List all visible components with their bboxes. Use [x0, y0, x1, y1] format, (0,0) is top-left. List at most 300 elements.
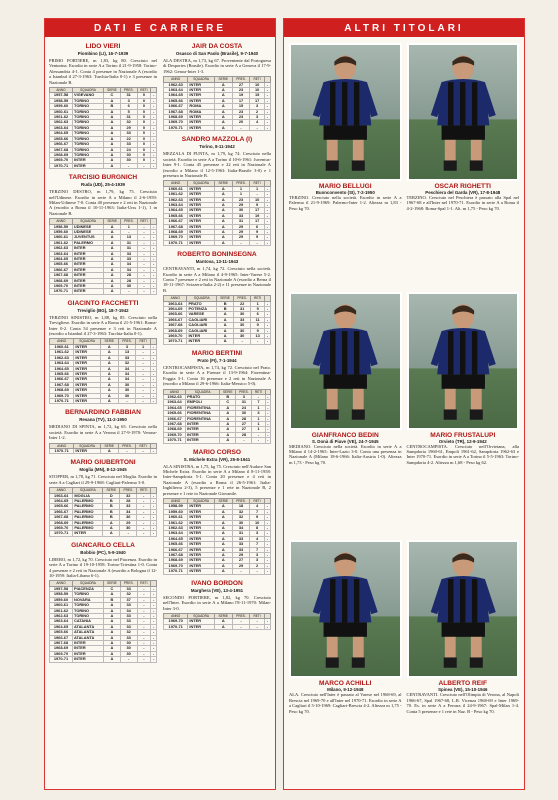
career-table-header-cell: PRES.	[232, 499, 250, 504]
table-cell: INTER	[72, 251, 103, 256]
player-birth: Bobbio (PC), 5-9-1940	[80, 549, 126, 555]
table-cell: 33	[234, 317, 251, 322]
player-name: MARCO ACHILLI	[319, 680, 372, 688]
table-cell: -	[151, 284, 157, 289]
career-table-header-cell: ANNO	[50, 488, 73, 493]
table-cell: 22	[234, 301, 251, 306]
table-cell: 5	[120, 109, 137, 114]
player-birth: Treviglio (BG), 18-7-1942	[77, 307, 129, 313]
table-cell: -	[265, 301, 271, 306]
table-cell: 3	[250, 558, 264, 563]
table-cell: A	[214, 219, 232, 224]
table-cell: 3	[118, 344, 136, 349]
table-cell: A	[100, 398, 118, 403]
table-cell: -	[151, 289, 157, 294]
career-table-header-cell: SERIE	[217, 296, 234, 301]
table-cell: A	[104, 619, 121, 624]
table-cell: INTER	[188, 224, 215, 229]
career-table-header-cell: RETI	[250, 77, 264, 82]
table-cell: 1960-61	[164, 515, 188, 520]
table-cell: 9	[251, 323, 265, 328]
table-cell: 30	[120, 158, 137, 163]
career-table-header-cell: PRES.	[121, 219, 138, 224]
player-card	[289, 540, 402, 784]
table-cell: -	[236, 438, 252, 443]
table-cell: INTER	[186, 438, 220, 443]
table-cell: -	[265, 394, 271, 399]
player-birth: Peschiera del Garda (VR), 17-8-1948	[425, 190, 501, 195]
player-bio: MEZZALA DI PUNTA, m 1,79, kg 74. Cresciuto nella società. Esordio in serie A a Torino il 10-6-1961: Juventus-Inter 9-1. Conta 45 presenze e 22 reti in Nazionale A (esordio a Milano il 12-5-1963: Italia-Brasile 3-0) e 1 presenza in Nazionale B.	[163, 151, 271, 178]
career-table-header-cell: SQUADRA	[188, 499, 215, 504]
table-cell: A	[104, 125, 121, 130]
table-cell: 34	[120, 608, 137, 613]
table-cell: -	[151, 499, 157, 504]
table-cell: -	[137, 267, 151, 272]
table-cell: -	[264, 520, 270, 525]
table-cell: 0	[137, 131, 151, 136]
table-cell: -	[118, 398, 136, 403]
table-cell: INTER	[187, 334, 217, 339]
table-cell: A	[214, 229, 232, 234]
career-table-header-cell: SERIE	[214, 499, 232, 504]
table-cell: 17	[250, 98, 264, 103]
player-name: MARIO FRUSTALUPI	[430, 431, 496, 439]
table-cell: INTER	[188, 542, 215, 547]
table-row	[50, 289, 157, 294]
table-cell: -	[151, 235, 157, 240]
table-cell: A	[220, 416, 236, 421]
table-cell: A	[217, 339, 234, 344]
player-birth: Milano, 9-12-1948	[327, 687, 364, 693]
table-cell: -	[265, 411, 271, 416]
table-cell: -	[150, 377, 156, 382]
table-cell: -	[252, 394, 265, 399]
table-cell: -	[137, 493, 151, 498]
table-cell: 1961-62	[50, 240, 73, 245]
table-cell: A	[214, 115, 232, 120]
table-cell: A	[104, 592, 121, 597]
table-cell: 1967-68	[164, 553, 188, 558]
table-row	[50, 657, 157, 662]
table-cell: A	[104, 147, 121, 152]
player-career-entry	[163, 350, 271, 444]
table-cell: 29	[232, 553, 250, 558]
table-cell: -	[137, 262, 151, 267]
table-row	[164, 438, 271, 443]
table-cell: INTER	[74, 355, 101, 360]
table-row	[164, 569, 271, 574]
career-table-header-cell: SQUADRA	[187, 296, 217, 301]
table-cell: 1961-62	[50, 608, 73, 613]
table-cell: INTER	[188, 219, 215, 224]
table-cell: 0	[137, 136, 151, 141]
table-cell: 28	[121, 278, 138, 283]
table-cell: -	[264, 515, 270, 520]
table-cell: 1965-66	[50, 504, 73, 509]
table-cell: 30	[234, 312, 251, 317]
table-cell: A	[104, 613, 121, 618]
table-cell: INTER	[74, 361, 101, 366]
table-cell: 3	[250, 115, 264, 120]
table-cell: A	[100, 448, 118, 453]
player-card	[407, 292, 520, 536]
player-bio: CENTROCAMPISTA. Cresciuto nell'Orvietana, alla Sampdoria 1960-61, Empoli 1961-62, Sampdoria 1962-63 e Inter 1970-71. Esordio in serie A a Torino il 5-5-1963: Torino-Sampdoria 4-2. Altezza m 1,68 - Peso kg 62.	[406, 443, 519, 465]
table-cell: A	[104, 262, 121, 267]
table-cell: 0	[137, 125, 151, 130]
table-cell: MOGLIA	[73, 493, 103, 498]
table-cell: -	[136, 355, 150, 360]
career-table-header-cell: SQUADRA	[188, 613, 215, 618]
table-cell: -	[265, 427, 271, 432]
table-cell: A	[220, 421, 236, 426]
table-cell: TORINO	[73, 115, 104, 120]
table-cell: -	[151, 257, 157, 262]
table-cell: A	[103, 531, 120, 536]
table-cell: -	[150, 398, 156, 403]
table-cell: 1959-60	[50, 229, 73, 234]
table-cell: INTER	[188, 120, 215, 125]
table-cell: CAGLIARI	[187, 317, 217, 322]
table-cell: 28	[121, 273, 138, 278]
table-row	[164, 624, 271, 629]
career-table	[49, 443, 157, 455]
career-table-header-cell: SERIE	[104, 88, 121, 93]
career-table-header-cell: SQUADRA	[186, 389, 220, 394]
table-cell: 23	[232, 109, 250, 114]
table-cell: INTER	[188, 547, 215, 552]
table-cell: 0	[137, 93, 151, 98]
table-cell: 32	[232, 509, 250, 514]
table-cell: -	[151, 619, 157, 624]
table-cell: 7	[250, 509, 264, 514]
table-cell: D	[103, 493, 120, 498]
table-cell: 1	[136, 344, 150, 349]
table-cell: PIACENZA	[73, 586, 104, 591]
table-cell: 30	[234, 323, 251, 328]
table-cell: INTER	[72, 267, 103, 272]
table-cell: 1	[252, 405, 265, 410]
table-cell: -	[151, 278, 157, 283]
table-cell: ATALANTA	[73, 624, 104, 629]
table-cell: 1965-66	[164, 213, 188, 218]
table-cell: INTER	[72, 284, 103, 289]
player-name: GIACINTO FACCHETTI	[67, 299, 139, 307]
career-table-header-cell: ANNO	[164, 499, 188, 504]
table-cell: 34	[232, 526, 250, 531]
table-cell: 31	[232, 531, 250, 536]
table-cell: -	[136, 366, 150, 371]
career-table-header-cell: RETI	[250, 499, 264, 504]
table-cell: INTER	[188, 558, 215, 563]
table-cell: A	[100, 377, 118, 382]
career-table-header-cell: ANNO	[164, 181, 188, 186]
career-table	[163, 498, 271, 575]
table-cell: INTER	[72, 273, 103, 278]
table-cell: A	[214, 619, 232, 624]
table-cell: -	[151, 93, 157, 98]
table-cell: 1970-71	[50, 448, 74, 453]
table-cell: -	[151, 120, 157, 125]
table-cell: -	[151, 152, 157, 157]
career-table	[163, 76, 271, 131]
table-cell: 28	[236, 432, 252, 437]
table-cell: -	[151, 224, 157, 229]
table-cell: -	[151, 240, 157, 245]
table-cell: 1967-68	[50, 147, 73, 152]
table-cell: 1966-67	[50, 377, 74, 382]
table-cell: A	[214, 120, 232, 125]
career-table-header-cell: SERIE	[103, 488, 120, 493]
table-cell: 1970-71	[50, 657, 73, 662]
career-table-header-cell: SQUADRA	[188, 181, 215, 186]
player-name: MARIO BERTINI	[191, 349, 243, 357]
table-cell: A	[214, 520, 232, 525]
table-cell: 30	[121, 284, 138, 289]
table-cell: 28	[120, 499, 137, 504]
table-cell: 1963-64	[50, 361, 74, 366]
player-cards-grid	[289, 43, 519, 784]
table-cell: UDINESE	[72, 224, 103, 229]
table-cell: 1968-69	[164, 427, 186, 432]
career-table	[49, 580, 157, 662]
table-cell: INTER	[188, 536, 215, 541]
table-cell: A	[104, 608, 121, 613]
table-cell: -	[137, 504, 151, 509]
player-photo	[289, 292, 402, 430]
table-cell: 34	[118, 366, 136, 371]
table-cell: A	[104, 142, 121, 147]
table-cell: 1964-65	[164, 208, 188, 213]
table-cell: -	[151, 158, 157, 163]
player-bio: SECONDO PORTIERE, m 1,82, kg 70. Cresciuto nell'Inter. Esordio in serie A a Milano l'8-11-1970: Milan-Inter 3-0.	[163, 594, 271, 611]
table-cell: A	[104, 136, 121, 141]
table-cell: 7	[250, 542, 264, 547]
table-cell: -	[264, 125, 270, 130]
table-cell: VARESE	[187, 312, 217, 317]
table-cell: 1966-67	[164, 416, 186, 421]
table-cell: 24	[236, 405, 252, 410]
table-cell: -	[264, 547, 270, 552]
table-cell: -	[151, 531, 157, 536]
table-cell: 8	[250, 526, 264, 531]
table-cell: TORINO	[73, 152, 104, 157]
table-cell: -	[234, 339, 251, 344]
table-cell: 10	[250, 197, 264, 202]
table-cell: -	[250, 240, 264, 245]
table-cell: 1968-69	[164, 229, 188, 234]
table-cell: -	[264, 235, 270, 240]
table-cell: 34	[120, 509, 137, 514]
table-cell: A	[214, 235, 232, 240]
table-cell: A	[214, 515, 232, 520]
table-cell: TORINO	[73, 98, 104, 103]
table-cell: -	[264, 186, 270, 191]
table-cell: -	[252, 432, 265, 437]
table-cell: 19	[250, 213, 264, 218]
table-cell: A	[100, 382, 118, 387]
table-cell: INTER	[74, 388, 101, 393]
table-cell: INTER	[72, 262, 103, 267]
player-career-entry	[49, 542, 157, 663]
table-cell: -	[265, 307, 271, 312]
table-cell: -	[150, 350, 156, 355]
table-cell: 1969-70	[50, 284, 73, 289]
table-cell: -	[264, 219, 270, 224]
table-cell: TORINO	[73, 131, 104, 136]
table-cell: A	[214, 93, 232, 98]
table-cell: ATALANTA	[73, 630, 104, 635]
table-cell: A	[104, 251, 121, 256]
player-bio: MEDIANO. Cresciuto nella società. Esordio in serie A a Milano il 14-2-1965: Inter-Lazio 3-0. Conta una presenza in Nazionale A (Milano 18-6-1966: Italia-Austria 1-0). Altezza m 1,73 - Peso kg 70.	[289, 443, 402, 465]
table-cell: 29	[120, 520, 137, 525]
table-cell: 3	[250, 104, 264, 109]
table-cell: -	[265, 323, 271, 328]
table-cell: PALERMO	[73, 520, 103, 525]
table-cell: -	[151, 125, 157, 130]
table-cell: 1964-65	[50, 499, 73, 504]
table-cell: 1962-63	[50, 355, 74, 360]
table-cell: 1962-63	[164, 526, 188, 531]
table-cell: 0	[137, 98, 151, 103]
table-cell: 1970-71	[164, 624, 188, 629]
table-cell: -	[150, 382, 156, 387]
career-table-header-cell: SERIE	[220, 389, 236, 394]
table-cell: 0	[137, 142, 151, 147]
career-table-header-cell: SQUADRA	[73, 581, 104, 586]
table-cell: 1960-61	[50, 235, 73, 240]
table-cell: 33	[232, 213, 250, 218]
table-cell: 34	[121, 267, 138, 272]
table-cell: A	[104, 229, 121, 234]
table-cell: -	[137, 630, 151, 635]
career-table-header-cell: PRES.	[232, 613, 250, 618]
table-cell: 30	[120, 152, 137, 157]
table-cell: POTENZA	[187, 307, 217, 312]
table-cell: CAGLIARI	[187, 328, 217, 333]
table-cell: INTER	[72, 246, 103, 251]
table-cell: INTER	[73, 158, 104, 163]
table-cell: A	[214, 202, 232, 207]
table-cell: -	[264, 197, 270, 202]
table-cell: 33	[120, 504, 137, 509]
table-cell: 7	[250, 547, 264, 552]
career-table-header-cell: PRES.	[232, 77, 250, 82]
table-cell: 1965-66	[50, 136, 73, 141]
player-birth: Resana (TV), 11-2-1950	[79, 417, 127, 423]
table-cell: -	[265, 328, 271, 333]
table-cell: 1965-66	[164, 542, 188, 547]
table-cell: 1965-66	[164, 312, 187, 317]
table-cell: INTER	[74, 366, 101, 371]
table-cell: A	[214, 197, 232, 202]
table-cell: -	[151, 657, 157, 662]
table-cell: TORINO	[73, 109, 104, 114]
player-birth: Orvieto (TR), 12-9-1942	[438, 438, 487, 444]
career-table-header-cell: SQUADRA	[73, 488, 103, 493]
table-cell: A	[214, 82, 232, 87]
table-cell: -	[151, 493, 157, 498]
table-cell: A	[104, 158, 121, 163]
table-cell: -	[251, 339, 265, 344]
table-cell: 31	[121, 240, 138, 245]
table-cell: -	[265, 421, 271, 426]
table-cell: 1968-69	[50, 152, 73, 157]
table-cell: -	[150, 366, 156, 371]
table-cell: 1968-69	[50, 388, 74, 393]
table-cell: 3	[236, 394, 252, 399]
table-cell: 1970-71	[50, 163, 73, 168]
table-cell: -	[151, 251, 157, 256]
table-cell: -	[151, 504, 157, 509]
table-cell: FIORENTINA	[186, 405, 220, 410]
table-cell: -	[137, 651, 151, 656]
player-career-entry	[49, 409, 157, 454]
table-cell: 1	[121, 224, 138, 229]
table-cell: 13	[118, 350, 136, 355]
table-cell: 2	[250, 109, 264, 114]
table-cell: 1964-65	[164, 307, 187, 312]
table-cell: 1967-68	[164, 323, 187, 328]
table-cell: INTER	[72, 278, 103, 283]
table-cell: PRATO	[186, 394, 220, 399]
table-cell: 29	[232, 229, 250, 234]
table-cell: A	[220, 405, 236, 410]
table-cell: A	[217, 328, 234, 333]
table-cell: -	[151, 624, 157, 629]
table-cell: 34	[121, 262, 138, 267]
table-cell: INTER	[73, 640, 104, 645]
table-cell: 22	[120, 136, 137, 141]
table-cell: -	[136, 388, 150, 393]
table-cell: JUVENTUS	[72, 235, 103, 240]
player-birth: Torino, 8-11-1942	[199, 144, 235, 150]
player-photo	[289, 540, 402, 678]
table-cell: CAGLIARI	[187, 323, 217, 328]
player-photo	[407, 540, 520, 678]
table-cell: -	[137, 224, 151, 229]
table-cell: FIORENTINA	[186, 416, 220, 421]
table-cell: -	[137, 278, 151, 283]
table-cell: 15	[232, 104, 250, 109]
table-cell: 9	[250, 229, 264, 234]
table-cell: A	[104, 284, 121, 289]
table-cell: B	[103, 499, 120, 504]
player-career-entry	[163, 136, 271, 246]
player-name: ALBERTO REIF	[438, 680, 488, 688]
table-cell: 30	[118, 382, 136, 387]
table-cell: 1970-71	[50, 531, 73, 536]
career-table-header-cell: PRES.	[118, 339, 136, 344]
table-cell: -	[151, 509, 157, 514]
table-cell: 30	[118, 388, 136, 393]
table-cell: 33	[120, 586, 137, 591]
table-cell: 29	[232, 202, 250, 207]
player-bio: TERZINO SINISTRO, m 1,88, kg 85. Cresciuto nella Trevigliese. Esordio in serie A a Roma il 21-5-1961: Roma-Inter 0-2. Conta 54 presenze e 3 reti in Nazionale A (esordio a Istanbul il 27-3-1963: Turchia-Italia 0-1).	[49, 314, 157, 337]
career-table-header-cell: SERIE	[100, 339, 118, 344]
table-cell: A	[104, 651, 121, 656]
table-cell: A	[220, 427, 236, 432]
table-cell: A	[217, 317, 234, 322]
table-cell: 1957-58	[50, 93, 73, 98]
table-cell: A	[104, 278, 121, 283]
table-cell: A	[214, 624, 232, 629]
table-cell: 9	[250, 235, 264, 240]
table-cell: -	[151, 246, 157, 251]
player-figure-icon	[291, 45, 400, 179]
table-cell: 1961-62	[164, 520, 188, 525]
table-cell: -	[151, 109, 157, 114]
table-cell: A	[104, 235, 121, 240]
